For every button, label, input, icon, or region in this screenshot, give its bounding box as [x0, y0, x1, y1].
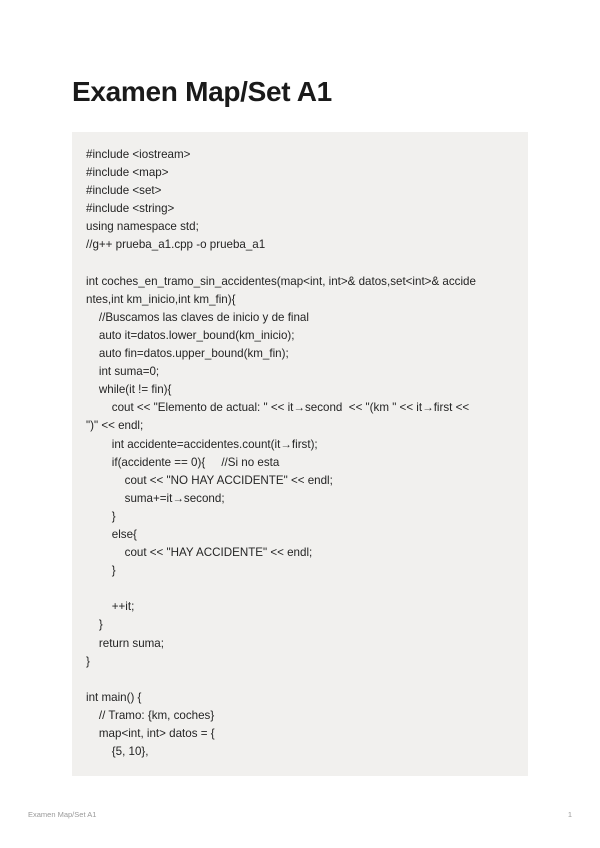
code-line: ")" << endl;	[86, 419, 144, 433]
code-line: ntes,int km_inicio,int km_fin){	[86, 292, 236, 306]
code-line: using namespace std;	[86, 220, 199, 234]
footer-document-name: Examen Map/Set A1	[28, 810, 97, 819]
code-line: auto fin=datos.upper_bound(km_fin);	[86, 347, 289, 361]
code-line: #include <map>	[86, 166, 169, 180]
code-line: int suma=0;	[86, 365, 160, 379]
code-line: else{	[86, 527, 137, 541]
code-line: cout << "Elemento de actual: " << it→second << "(km " << it→first <<	[86, 401, 470, 415]
code-line: }	[86, 509, 116, 523]
code-line: #include <iostream>	[86, 148, 191, 161]
code-line: return suma;	[86, 636, 164, 650]
footer-page-number: 1	[567, 810, 572, 819]
code-line: while(it != fin){	[86, 383, 172, 397]
code-line: //Buscamos las claves de inicio y de final	[86, 310, 309, 324]
page-title: Examen Map/Set A1	[72, 76, 332, 107]
code-line: ++it;	[86, 600, 135, 614]
code-block	[72, 132, 528, 776]
code-lines	[86, 146, 516, 761]
code-line: #include <set>	[86, 184, 162, 198]
code-line: //g++ prueba_a1.cpp -o prueba_a1	[86, 238, 266, 252]
code-line: }	[86, 654, 90, 668]
code-line: suma+=it→second;	[86, 491, 225, 505]
code-line: }	[86, 564, 116, 578]
code-line: int accidente=accidentes.count(it→first);	[86, 437, 318, 451]
code-line: int coches_en_tramo_sin_accidentes(map<int, int>& datos,set<int>& accide	[86, 274, 476, 288]
code-line: cout << "HAY ACCIDENTE" << endl;	[86, 546, 313, 560]
code-line	[86, 255, 516, 273]
code-line	[86, 671, 516, 689]
code-line: if(accidente == 0){ //Si no esta	[86, 455, 280, 469]
code-line: cout << "NO HAY ACCIDENTE" << endl;	[86, 473, 333, 487]
code-line: map<int, int> datos = {	[86, 727, 215, 740]
code-line: }	[86, 618, 103, 632]
code-line: // Tramo: {km, coches}	[86, 708, 215, 722]
code-line	[86, 580, 516, 598]
code-line: #include <string>	[86, 202, 175, 216]
code-line: {5, 10},	[86, 745, 149, 759]
code-line: int main() {	[86, 690, 142, 704]
code-line: auto it=datos.lower_bound(km_inicio);	[86, 328, 295, 342]
